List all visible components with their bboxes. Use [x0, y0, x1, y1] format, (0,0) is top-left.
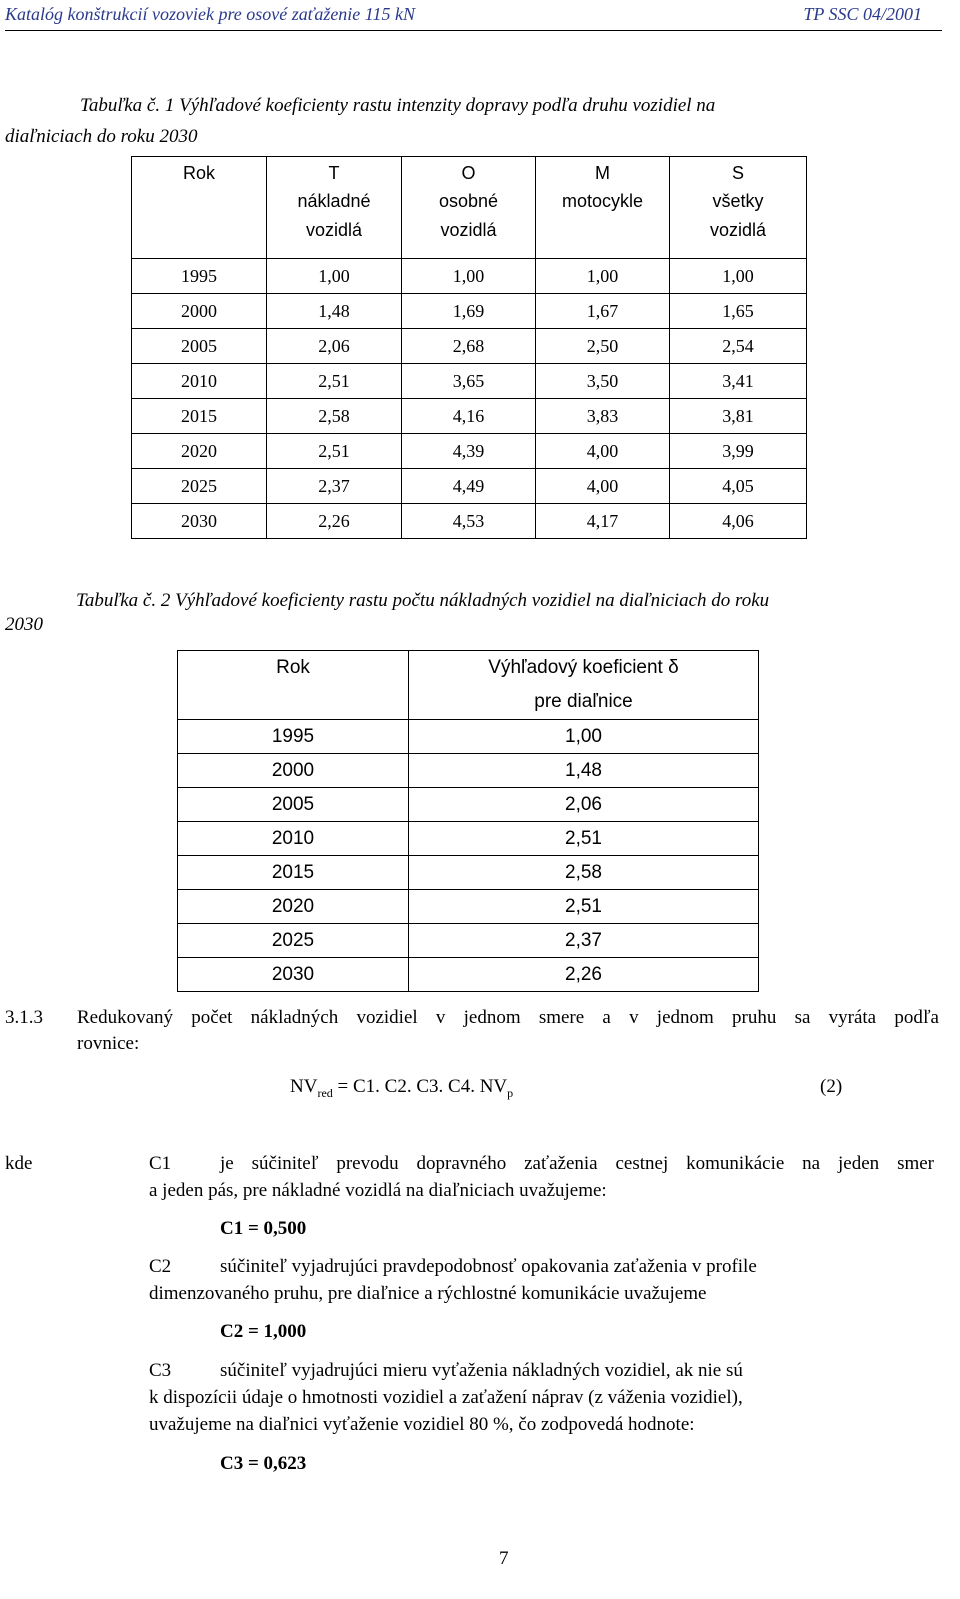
c3-text-line2: k dispozícii údaje o hmotnosti vozidiel a zaťažení náprav (z váženia vozidiel),	[149, 1387, 743, 1408]
header-left: Katalóg konštrukcií vozoviek pre osové zaťaženie 115 kN	[5, 4, 415, 24]
table1-header-label: T	[328, 163, 340, 183]
table-cell: 1,00	[409, 720, 759, 754]
table-row	[132, 294, 807, 329]
table-row	[178, 856, 759, 890]
table1-header-cell	[536, 157, 670, 259]
table-cell: 3,83	[536, 399, 670, 434]
table1-header-cell	[267, 157, 402, 259]
c1-text-line1: je súčiniteľ prevodu dopravného zaťaženia cestnej komunikácie na jeden smer	[220, 1153, 934, 1174]
table-row	[178, 822, 759, 856]
table-cell: 2,51	[409, 822, 759, 856]
section-text-line2: rovnice:	[77, 1033, 140, 1054]
table-row	[178, 890, 759, 924]
table1-caption-line2: diaľniciach do roku 2030	[5, 126, 198, 147]
table-cell: 2020	[178, 890, 409, 924]
formula-number: (2)	[820, 1076, 843, 1097]
table-cell: 2015	[132, 399, 267, 434]
table-cell: 4,49	[402, 469, 536, 504]
table1-header-row	[132, 157, 807, 259]
table1-header-label: vozidlá	[440, 220, 497, 240]
table-cell: 2000	[178, 754, 409, 788]
c3-label: C3	[149, 1360, 172, 1381]
kde-label: kde	[5, 1153, 33, 1174]
table1-header-label: všetky	[712, 191, 764, 211]
table-row	[178, 754, 759, 788]
table1-header-label: O	[461, 163, 476, 183]
c1-text-line2: a jeden pás, pre nákladné vozidlá na diaľniciach uvažujeme:	[149, 1180, 607, 1201]
table-row	[132, 259, 807, 294]
table-cell: 2,37	[409, 924, 759, 958]
table-cell: 2010	[132, 364, 267, 399]
table1-header-label: motocykle	[561, 191, 644, 211]
table-cell: 1995	[178, 720, 409, 754]
c3-text-line1: súčiniteľ vyjadrujúci mieru vyťaženia nákladných vozidiel, ak nie sú	[220, 1360, 743, 1381]
table-cell: 4,53	[402, 504, 536, 539]
table1-caption-line1: Tabuľka č. 1 Výhľadové koeficienty rastu intenzity dopravy podľa druhu vozidiel na	[80, 95, 716, 116]
table2-header-coef: Výhľadový koeficient δ pre diaľnice	[409, 651, 759, 720]
table-cell: 2005	[132, 329, 267, 364]
table-cell: 2,50	[536, 329, 670, 364]
table-cell: 1,00	[402, 259, 536, 294]
table1-header-cell	[132, 157, 267, 259]
table-row	[178, 788, 759, 822]
table-cell: 4,06	[670, 504, 807, 539]
table-cell: 1,00	[267, 259, 402, 294]
table-cell: 2000	[132, 294, 267, 329]
table1-header-cell	[402, 157, 536, 259]
table-cell: 2020	[132, 434, 267, 469]
table-cell: 2,68	[402, 329, 536, 364]
table-cell: 1,67	[536, 294, 670, 329]
c2-text-line2: dimenzovaného pruhu, pre diaľnice a rýchlostné komunikácie uvažujeme	[149, 1283, 707, 1304]
c2-label: C2	[149, 1256, 172, 1277]
table1	[131, 156, 807, 539]
table-row	[178, 958, 759, 992]
table1-header-label: osobné	[438, 191, 499, 211]
table2-header-row	[178, 651, 759, 720]
table-cell: 2030	[178, 958, 409, 992]
header-rule	[5, 30, 942, 31]
table1-header-label: nákladné	[297, 191, 371, 211]
table-cell: 2,51	[409, 890, 759, 924]
formula: $NV_{red} = C1$. C2. C3. C4. $NV_p$	[290, 1076, 514, 1100]
c3-value: C3 = 0,623	[220, 1453, 307, 1474]
table1-header-label: vozidlá	[709, 220, 767, 240]
table-cell: 4,00	[536, 469, 670, 504]
table-cell: 2,06	[409, 788, 759, 822]
table-cell: 2015	[178, 856, 409, 890]
table-row	[178, 924, 759, 958]
table-cell: 1,48	[267, 294, 402, 329]
table-cell: 3,41	[670, 364, 807, 399]
table-cell: 1,00	[670, 259, 807, 294]
c2-text-line1: súčiniteľ vyjadrujúci pravdepodobnosť opakovania zaťaženia v profile	[220, 1256, 757, 1277]
table-cell: 2,26	[409, 958, 759, 992]
table-row	[132, 434, 807, 469]
table-cell: 4,39	[402, 434, 536, 469]
table-cell: 1,00	[536, 259, 670, 294]
table1-header-label: M	[595, 163, 610, 183]
table1-header-label: vozidlá	[305, 220, 363, 240]
table-cell: 2030	[132, 504, 267, 539]
table-cell: 4,16	[402, 399, 536, 434]
header-right: TP SSC 04/2001	[803, 4, 922, 24]
c1-label: C1	[149, 1153, 172, 1174]
table-cell: 2,54	[670, 329, 807, 364]
table-row	[132, 329, 807, 364]
table-cell: 2,26	[267, 504, 402, 539]
table2-header-rok: Rok	[178, 651, 409, 720]
table-cell: 1,69	[402, 294, 536, 329]
table-cell: 1995	[132, 259, 267, 294]
table2	[177, 650, 759, 992]
table-cell: 2,37	[267, 469, 402, 504]
table-cell: 2005	[178, 788, 409, 822]
table-cell: 3,81	[670, 399, 807, 434]
table-cell: 2010	[178, 822, 409, 856]
table-cell: 2,51	[267, 364, 402, 399]
table1-header-cell	[670, 157, 807, 259]
table-row	[178, 720, 759, 754]
table-cell: 1,48	[409, 754, 759, 788]
table-cell: 2,51	[267, 434, 402, 469]
section-number: 3.1.3	[5, 1007, 43, 1028]
table-cell: 4,05	[670, 469, 807, 504]
c2-value: C2 = 1,000	[220, 1321, 307, 1342]
table-cell: 2025	[178, 924, 409, 958]
table1-header-label: S	[731, 163, 744, 183]
table1-header-label: Rok	[182, 163, 215, 183]
table-row	[132, 469, 807, 504]
table-row	[132, 364, 807, 399]
table-cell: 2,06	[267, 329, 402, 364]
table-cell: 2025	[132, 469, 267, 504]
table2-caption-line1: Tabuľka č. 2 Výhľadové koeficienty rastu počtu nákladných vozidiel na diaľniciach do roku	[76, 590, 770, 611]
table-cell: 3,65	[402, 364, 536, 399]
page-number: 7	[499, 1548, 509, 1569]
table-cell: 2,58	[267, 399, 402, 434]
table-cell: 3,99	[670, 434, 807, 469]
table-cell: 4,00	[536, 434, 670, 469]
table-row	[132, 504, 807, 539]
table2-caption-line2: 2030	[5, 614, 43, 635]
c1-value: C1 = 0,500	[220, 1218, 307, 1239]
table-cell: 2,58	[409, 856, 759, 890]
table-row	[132, 399, 807, 434]
table-cell: 1,65	[670, 294, 807, 329]
table-cell: 3,50	[536, 364, 670, 399]
table-cell: 4,17	[536, 504, 670, 539]
section-text-line1: Redukovaný počet nákladných vozidiel v jednom smere a v jednom pruhu sa vyráta podľa	[77, 1007, 939, 1028]
c3-text-line3: uvažujeme na diaľnici vyťaženie vozidiel 80 %, čo zodpovedá hodnote:	[149, 1414, 695, 1435]
